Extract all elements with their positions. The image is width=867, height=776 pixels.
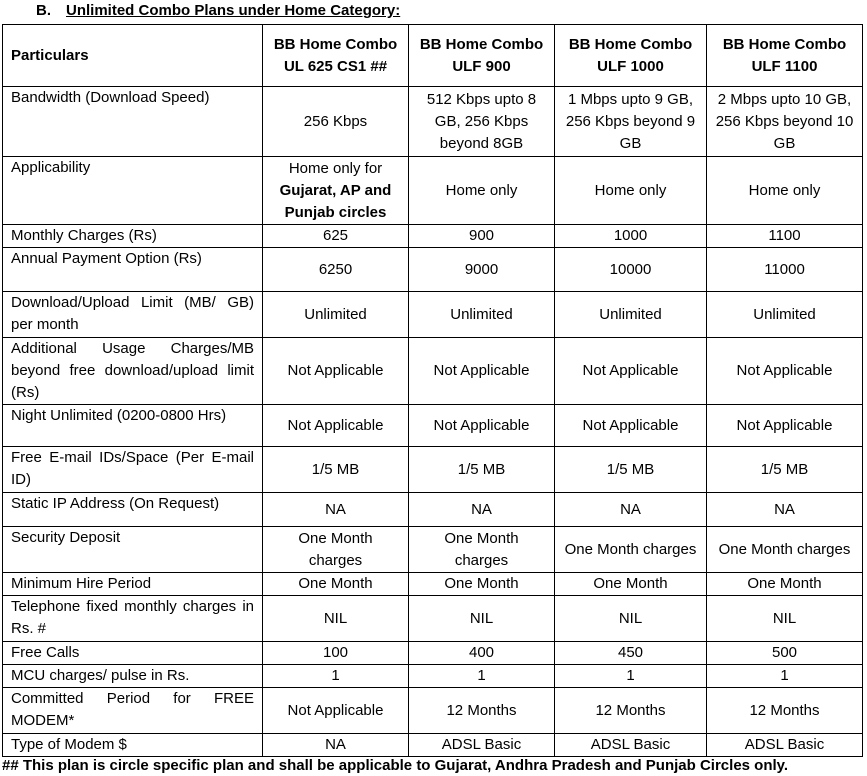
header-plan-ulf1100: BB Home Combo ULF 1100 [707, 25, 863, 87]
table-row [3, 292, 863, 338]
table-cell: NA [263, 734, 409, 757]
table-cell: One Month [263, 573, 409, 596]
table-cell: 11000 [707, 248, 863, 292]
table-cell: Not Applicable [555, 338, 707, 405]
header-plan-ulf1000: BB Home Combo ULF 1000 [555, 25, 707, 87]
table-cell: One Month [409, 573, 555, 596]
row-label: Type of Modem $ [3, 734, 263, 757]
table-cell: ADSL Basic [409, 734, 555, 757]
table-row [3, 157, 863, 225]
table-cell: 6250 [263, 248, 409, 292]
table-cell: Unlimited [555, 292, 707, 338]
table-cell: 400 [409, 642, 555, 665]
table-cell: 625 [263, 225, 409, 248]
row-label: Additional Usage Charges/MB beyond free download/upload limit (Rs) [3, 338, 263, 405]
table-cell: Not Applicable [263, 338, 409, 405]
header-plan-ul625: BB Home Combo UL 625 CS1 ## [263, 25, 409, 87]
applicability-circles: Gujarat, AP and Punjab circles [279, 181, 392, 221]
table-cell: Not Applicable [263, 405, 409, 447]
row-label: Annual Payment Option (Rs) [3, 248, 263, 292]
table-cell: 1/5 MB [263, 447, 409, 493]
table-row [3, 665, 863, 688]
table-row [3, 338, 863, 405]
table-cell: 1100 [707, 225, 863, 248]
table-cell: ADSL Basic [555, 734, 707, 757]
table-cell: Not Applicable [707, 338, 863, 405]
table-cell: 256 Kbps [263, 87, 409, 157]
row-label: Committed Period for FREE MODEM* [3, 688, 263, 734]
table-cell [263, 157, 409, 225]
plans-table [2, 24, 863, 757]
table-cell: 900 [409, 225, 555, 248]
table-cell: One Month [555, 573, 707, 596]
table-cell: 12 Months [555, 688, 707, 734]
header-plan-ulf900: BB Home Combo ULF 900 [409, 25, 555, 87]
row-label: Free Calls [3, 642, 263, 665]
table-cell: NA [263, 493, 409, 527]
row-label: Night Unlimited (0200-0800 Hrs) [3, 405, 263, 447]
table-cell: One Month charges [707, 527, 863, 573]
row-label: Static IP Address (On Request) [3, 493, 263, 527]
table-cell: 1 [263, 665, 409, 688]
row-label: Bandwidth (Download Speed) [3, 87, 263, 157]
table-row [3, 405, 863, 447]
table-cell: NIL [409, 596, 555, 642]
table-cell: 2 Mbps upto 10 GB, 256 Kbps beyond 10 GB [707, 87, 863, 157]
table-row [3, 688, 863, 734]
row-label: Applicability [3, 157, 263, 225]
table-cell: NIL [263, 596, 409, 642]
table-cell: 512 Kbps upto 8 GB, 256 Kbps beyond 8GB [409, 87, 555, 157]
header-particulars: Particulars [3, 25, 263, 87]
section-title: Unlimited Combo Plans under Home Category: [66, 2, 401, 19]
table-cell: Home only [707, 157, 863, 225]
table-cell: Home only [409, 157, 555, 225]
table-cell: ADSL Basic [707, 734, 863, 757]
table-cell: NA [707, 493, 863, 527]
table-cell: 1000 [555, 225, 707, 248]
table-cell: 1/5 MB [555, 447, 707, 493]
row-label: Download/Upload Limit (MB/ GB) per month [3, 292, 263, 338]
row-label: MCU charges/ pulse in Rs. [3, 665, 263, 688]
table-cell: 1 [409, 665, 555, 688]
table-cell: Unlimited [263, 292, 409, 338]
table-cell: Not Applicable [263, 688, 409, 734]
table-cell: NIL [707, 596, 863, 642]
table-cell: Not Applicable [409, 405, 555, 447]
table-row [3, 734, 863, 757]
table-cell: 100 [263, 642, 409, 665]
row-label: Minimum Hire Period [3, 573, 263, 596]
table-cell: 1 [707, 665, 863, 688]
table-cell: 10000 [555, 248, 707, 292]
row-label: Monthly Charges (Rs) [3, 225, 263, 248]
table-row [3, 447, 863, 493]
table-row [3, 248, 863, 292]
row-label: Telephone fixed monthly charges in Rs. # [3, 596, 263, 642]
table-row [3, 87, 863, 157]
table-row [3, 225, 863, 248]
table-cell: 1/5 MB [409, 447, 555, 493]
row-label: Free E-mail IDs/Space (Per E-mail ID) [3, 447, 263, 493]
table-cell: Not Applicable [707, 405, 863, 447]
table-header-row [3, 25, 863, 87]
applicability-text: Home only for [288, 159, 383, 177]
table-cell: Home only [555, 157, 707, 225]
table-cell: Not Applicable [409, 338, 555, 405]
table-row [3, 596, 863, 642]
table-cell: NA [409, 493, 555, 527]
table-cell: 1 [555, 665, 707, 688]
table-cell: NIL [555, 596, 707, 642]
table-cell: 12 Months [409, 688, 555, 734]
table-cell: 1 Mbps upto 9 GB, 256 Kbps beyond 9 GB [555, 87, 707, 157]
table-cell: 1/5 MB [707, 447, 863, 493]
row-label: Security Deposit [3, 527, 263, 573]
table-cell: One Month charges [555, 527, 707, 573]
table-cell: Unlimited [707, 292, 863, 338]
footnote: ## This plan is circle specific plan and shall be applicable to Gujarat, Andhra Pradesh and Punjab Circles only. [2, 757, 789, 774]
table-cell: 500 [707, 642, 863, 665]
table-row [3, 642, 863, 665]
table-row [3, 573, 863, 596]
table-cell: NA [555, 493, 707, 527]
table-cell: One Month charges [263, 527, 409, 573]
table-cell: One Month [707, 573, 863, 596]
section-heading [36, 2, 400, 19]
table-cell: Unlimited [409, 292, 555, 338]
table-row [3, 493, 863, 527]
table-cell: Not Applicable [555, 405, 707, 447]
table-cell: One Month charges [409, 527, 555, 573]
table-cell: 450 [555, 642, 707, 665]
table-cell: 12 Months [707, 688, 863, 734]
table-cell: 9000 [409, 248, 555, 292]
section-letter: B. [36, 2, 51, 19]
table-row [3, 527, 863, 573]
